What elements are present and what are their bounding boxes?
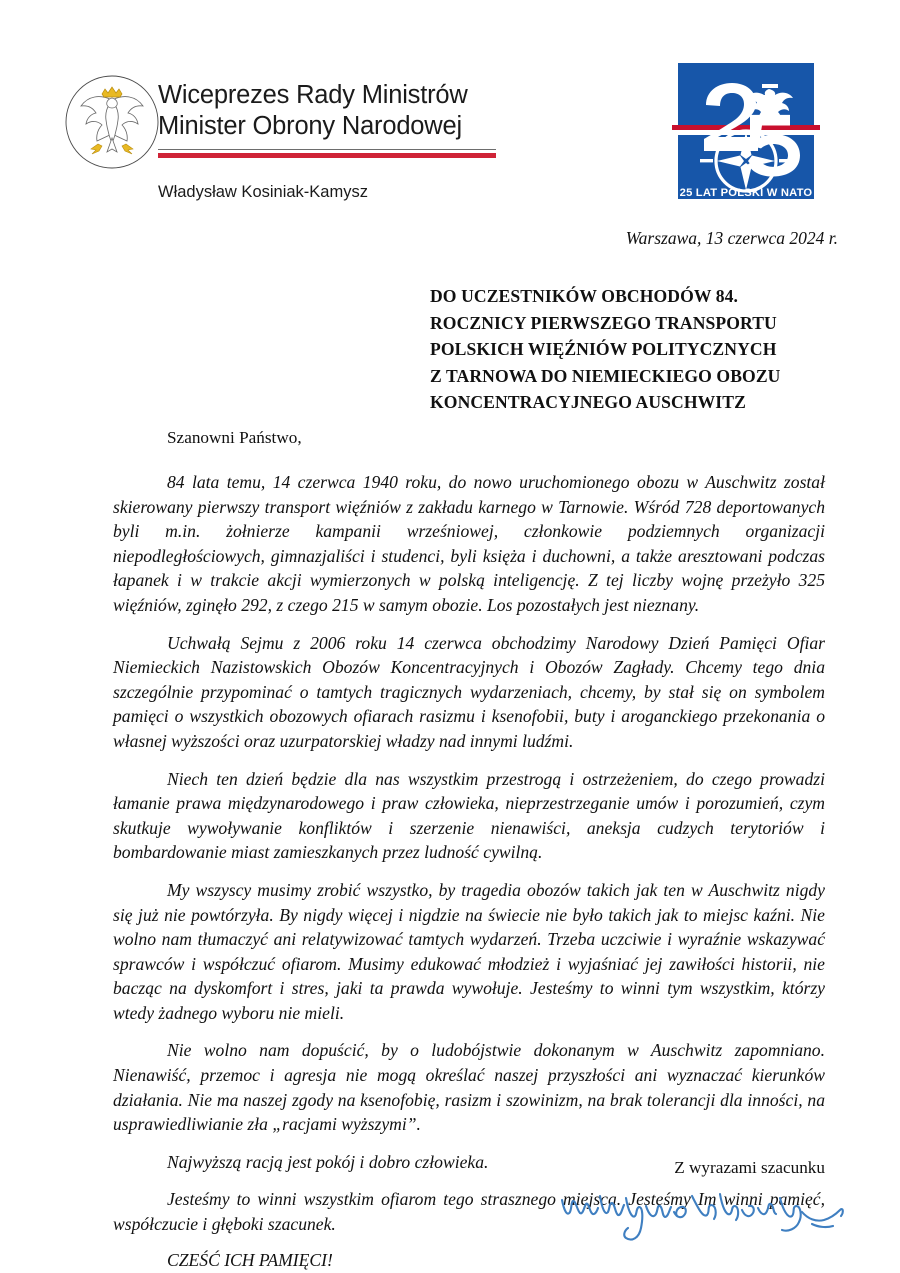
ministry-title-line-1: Wiceprezes Rady Ministrów bbox=[158, 81, 468, 109]
divider-thin-line bbox=[158, 149, 496, 150]
handwritten-signature bbox=[556, 1186, 856, 1256]
ministry-title-line-2: Minister Obrony Narodowej bbox=[158, 112, 462, 140]
body-paragraph: Najwyższą racją jest pokój i dobro człowieka. bbox=[167, 1151, 489, 1172]
recipient-title bbox=[430, 283, 830, 416]
recipient-title-line: ROCZNICY PIERWSZEGO TRANSPORTU bbox=[430, 312, 777, 333]
divider-red-line bbox=[158, 153, 496, 158]
nato-logo-caption: 25 LAT POLSKI W NATO bbox=[679, 187, 813, 199]
minister-name: Władysław Kosiniak-Kamysz bbox=[158, 183, 368, 201]
letter-body bbox=[113, 428, 825, 1271]
recipient-title-line: DO UCZESTNIKÓW OBCHODÓW 84. bbox=[430, 286, 739, 306]
body-paragraph: 84 lata temu, 14 czerwca 1940 roku, do nowo uruchomionego obozu w Auschwitz został skierowany pierwszy transport więźniów z zakładu karnego w Tarnowie. Wśród 728 deportowanych byli m.in. żołnierze kampanii wrześniowej, członkowie podziemnych organizacji niepodległościowych, gimnazjaliści i studenci, byli księża i duchowni, a także aresztowani podczas łapanek i w trakcie akcji wymierzonych w polską inteligencję. Z tej liczby wojnę przeżyło 325 więźniów, zginęło 292, z czego 215 w samym obozie. Los pozostałych jest nieznany. bbox=[113, 472, 825, 615]
letterhead bbox=[0, 0, 900, 225]
body-paragraph: Nie wolno nam dopuścić, by o ludobójstwie dokonanym w Auschwitz zapomniano. Nienawiść, przemoc i agresja nie mogą określać naszej przyszłości ani wyznaczać kierunków działania. Nie ma naszej zgody na ksenofobię, rasizm i szowinizm, na brak tolerancji dla inności, na usprawiedliwianie zła „racjami wyższymi”. bbox=[113, 1040, 825, 1135]
date-line: Warszawa, 13 czerwca 2024 r. bbox=[625, 228, 838, 248]
salutation: Szanowni Państwo, bbox=[167, 428, 302, 447]
letterhead-divider bbox=[158, 149, 496, 158]
sign-off: Z wyrazami szacunku bbox=[674, 1158, 825, 1177]
recipient-title-line: KONCENTRACYJNEGO AUSCHWITZ bbox=[430, 392, 746, 412]
body-paragraph: Niech ten dzień będzie dla nas wszystkim przestrogą i ostrzeżeniem, do czego prowadzi łamanie prawa międzynarodowego i praw człowieka, nieprzestrzeganie umów i porozumień, czym skutkuje wywoływanie konfliktów i szerzenie nienawiści, aneksja cudzych terytoriów i bombardowanie miast zamieszkanych przez ludność cywilną. bbox=[113, 768, 825, 863]
recipient-title-line: POLSKICH WIĘŹNIÓW POLITYCZNYCH bbox=[430, 339, 777, 359]
body-paragraph: Jesteśmy to winni wszystkim ofiarom tego strasznego miejsca. Jesteśmy Im winni pamięć, współczucie i głęboki szacunek. bbox=[113, 1189, 825, 1235]
recipient-title-line: Z TARNOWA DO NIEMIECKIEGO OBOZU bbox=[430, 365, 781, 386]
closing-shout: CZEŚĆ ICH PAMIĘCI! bbox=[167, 1249, 333, 1270]
body-paragraph: Uchwałą Sejmu z 2006 roku 14 czerwca obchodzimy Narodowy Dzień Pamięci Ofiar Niemieckich Nazistowskich Obozów Koncentracyjnych i Obozów Zagłady. Chcemy tego dnia szczególnie przypominać o tamtych tragicznych wydarzeniach, chcemy, by stał się on symbolem pamięci o wszystkich obozowych ofiarach rasizmu i ksenofobii, buty i aroganckiego przekonania o własnej wyższości oraz uzurpatorskiej władzy nad innymi ludźmi. bbox=[113, 632, 825, 751]
nato-25-years-logo bbox=[672, 57, 820, 205]
ministry-titles bbox=[158, 80, 518, 142]
body-paragraph: My wszyscy musimy zrobić wszystko, by tragedia obozów takich jak ten w Auschwitz nigdy się już nie powtórzyła. By nigdy więcej i nigdzie na świecie nie było takich jak to miejsc kaźni. Nie wolno nam tłumaczyć ani relatywizować tamtych wydarzeń. Trzeba uczciwie i wyraźnie wskazywać sprawców i współczuć ofiarom. Musimy edukować młodzież i wyjaśniać jej zawiłości historii, nie bacząc na dyskomfort i stres, jaki ta prawda wywołuje. Jesteśmy to winni tym wszystkim, którzy wtedy żadnego wyboru nie mieli. bbox=[113, 879, 825, 1023]
polish-eagle-emblem-icon bbox=[62, 72, 162, 172]
